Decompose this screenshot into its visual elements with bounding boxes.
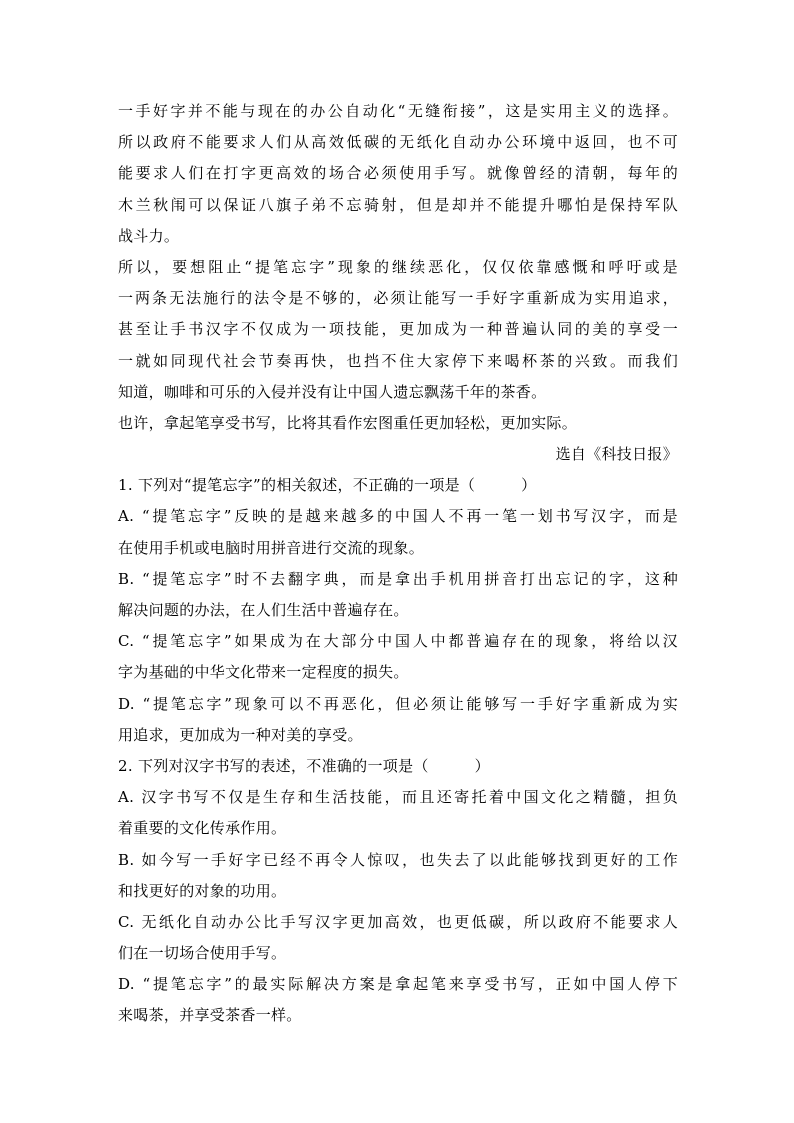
text-line: 所以政府不能要求人们从高效低碳的无纸化自动办公环境中返回，也不可 — [118, 133, 678, 152]
question-1-option-c: C. “提笔忘字”如果成为在大部分中国人中都普遍存在的现象，将给以汉 — [118, 632, 678, 651]
question-1-option-d-cont: 用追求，更加成为一种对美的享受。 — [118, 725, 363, 744]
question-2-option-c-cont: 们在一切场合使用手写。 — [118, 944, 287, 963]
question-2-option-b-cont: 和找更好的对象的功用。 — [118, 881, 287, 900]
source-citation: 选自《科技日报》 — [555, 445, 678, 464]
document-page — [118, 96, 678, 1032]
question-2-option-b: B. 如今写一手好字已经不再令人惊叹，也失去了以此能够找到更好的工作 — [118, 850, 678, 869]
question-1-option-a: A. “提笔忘字”反映的是越来越多的中国人不再一笔一划书写汉字，而是 — [118, 507, 678, 526]
question-1-stem: 1. 下列对“提笔忘字”的相关叙述，不正确的一项是（ ） — [118, 476, 537, 495]
text-line: 战斗力。 — [118, 226, 180, 245]
text-line: 一两条无法施行的法令是不够的，必须让能写一手好字重新成为实用追求， — [118, 289, 678, 308]
text-line: 能要求人们在打字更高效的场合必须使用手写。就像曾经的清朝，每年的 — [118, 164, 678, 183]
question-1-option-b-cont: 解决问题的办法，在人们生活中普遍存在。 — [118, 601, 409, 619]
text-line: 知道，咖啡和可乐的入侵并没有让中国人遗忘飘荡千年的茶香。 — [118, 382, 547, 401]
text-line: 一手好字并不能与现在的办公自动化“无缝衔接”，这是实用主义的选择。 — [118, 102, 678, 120]
question-2-option-d-cont: 来喝茶，并享受茶香一样。 — [118, 1006, 302, 1025]
question-1-option-b: B. “提笔忘字”时不去翻字典，而是拿出手机用拼音打出忘记的字，这种 — [118, 569, 678, 588]
text-line: 一就如同现代社会节奏再快，也挡不住大家停下来喝杯茶的兴致。而我们 — [118, 351, 678, 370]
text-line: 所以，要想阻止“提笔忘字”现象的继续恶化，仅仅依靠感慨和呼吁或是 — [118, 257, 678, 276]
question-2-option-a-cont: 着重要的文化传承作用。 — [118, 819, 287, 838]
question-1-option-d: D. “提笔忘字”现象可以不再恶化，但必须让能够写一手好字重新成为实 — [118, 694, 678, 713]
question-2-option-c: C. 无纸化自动办公比手写汉字更加高效，也更低碳，所以政府不能要求人 — [118, 912, 678, 931]
text-line: 甚至让手书汉字不仅成为一项技能，更加成为一种普遍认同的美的享受一 — [118, 320, 678, 339]
question-2-stem: 2. 下列对汉字书写的表述，不准确的一项是（ ） — [118, 756, 490, 775]
text-line: 也许，拿起笔享受书写，比将其看作宏图重任更加轻松，更加实际。 — [118, 413, 578, 432]
question-1-option-c-cont: 字为基础的中华文化带来一定程度的损失。 — [118, 663, 409, 682]
question-1-option-a-cont: 在使用手机或电脑时用拼音进行交流的现象。 — [118, 538, 425, 557]
question-2-option-a: A. 汉字书写不仅是生存和生活技能，而且还寄托着中国文化之精髓，担负 — [118, 788, 678, 807]
text-line: 木兰秋闱可以保证八旗子弟不忘骑射，但是却并不能提升哪怕是保持军队 — [118, 195, 678, 214]
question-2-option-d: D. “提笔忘字”的最实际解决方案是拿起笔来享受书写，正如中国人停下 — [118, 975, 678, 994]
